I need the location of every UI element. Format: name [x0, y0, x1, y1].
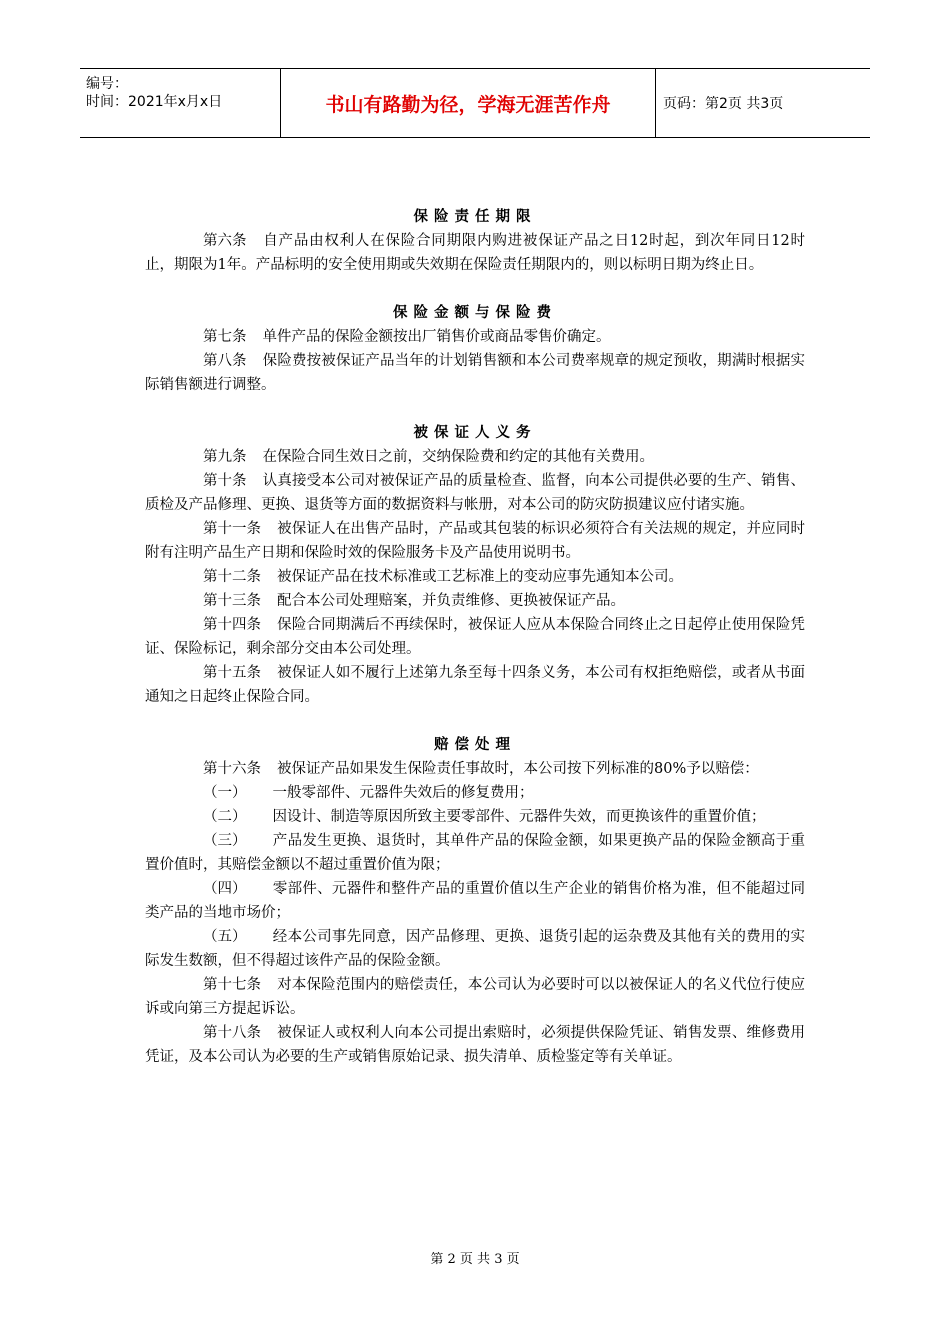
header-divider [655, 69, 656, 137]
header-page-info: 页码：第2页 共3页 [663, 96, 784, 112]
section-title: 被保证人义务 [413, 424, 537, 441]
article-text: 在保险合同生效日之前，交纳保险费和约定的其他有关费用。 [262, 449, 654, 465]
section-title: 保险金额与保险费 [393, 304, 557, 321]
article-number: 第十五条 [203, 665, 261, 681]
article-paragraph [145, 589, 805, 613]
item-number: （五） [203, 929, 247, 945]
article-number: 第九条 [203, 449, 247, 465]
article-text: 保险合同期满后不再续保时，被保证人应从本保险合同终止之日起停止使用保险凭证、保险标记，剩余部分交由本公司处理。 [145, 617, 805, 657]
article-number: 第八条 [203, 353, 247, 369]
article-text: 单件产品的保险金额按出厂销售价或商品零售价确定。 [262, 329, 611, 345]
article-paragraph [145, 757, 805, 781]
item-number: （四） [203, 881, 247, 897]
article-text: 被保证人或权利人向本公司提出索赔时，必须提供保险凭证、销售发票、维修费用凭证，及本公司认为必要的生产或销售原始记录、损失清单、质检鉴定等有关单证。 [145, 1025, 805, 1065]
article-number: 第十七条 [203, 977, 261, 993]
article-number: 第十四条 [203, 617, 261, 633]
article-paragraph [145, 445, 805, 469]
item-text: 零部件、元器件和整件产品的重置价值以生产企业的销售价格为准，但不能超过同类产品的当地市场价； [145, 881, 805, 921]
article-number: 第六条 [203, 233, 247, 249]
article-paragraph [145, 517, 805, 565]
document-body [145, 205, 805, 1069]
section-title: 保险责任期限 [413, 208, 537, 225]
article-number: 第十六条 [203, 761, 261, 777]
article-text: 被保证产品在技术标准或工艺标准上的变动应事先通知本公司。 [277, 569, 683, 585]
header-motto: 书山有路勤为径，学海无涯苦作舟 [325, 93, 611, 116]
header-meta [80, 69, 280, 137]
article-paragraph [145, 613, 805, 661]
document-header [80, 68, 870, 138]
list-item [145, 925, 805, 973]
article-paragraph [145, 229, 805, 277]
article-text: 自产品由权利人在保险合同期限内购进被保证产品之日12时起，到次年同日12时止，期限为1年。产品标明的安全使用期或失效期在保险责任期限内的，则以标明日期为终止日。 [145, 233, 805, 273]
article-number: 第十三条 [203, 593, 261, 609]
article-paragraph [145, 469, 805, 517]
page-footer: 第 2 页 共 3 页 [430, 1252, 520, 1267]
article-text: 配合本公司处理赔案，并负责维修、更换被保证产品。 [277, 593, 625, 609]
item-text: 产品发生更换、退货时，其单件产品的保险金额，如果更换产品的保险金额高于重置价值时，其赔偿金额以不超过重置价值为限； [145, 833, 805, 873]
article-paragraph [145, 973, 805, 1021]
list-item [145, 829, 805, 877]
article-paragraph [145, 661, 805, 709]
section-title: 赔偿处理 [434, 736, 516, 753]
article-text: 认真接受本公司对被保证产品的质量检查、监督，向本公司提供必要的生产、销售、质检及产品修理、更换、退货等方面的数据资料与帐册，对本公司的防灾防损建议应付诸实施。 [145, 473, 805, 513]
article-number: 第十八条 [203, 1025, 261, 1041]
article-text: 被保证人在出售产品时，产品或其包装的标识必须符合有关法规的规定，并应同时附有注明产品生产日期和保险时效的保险服务卡及产品使用说明书。 [145, 521, 805, 561]
article-text: 被保证人如不履行上述第九条至每十四条义务，本公司有权拒绝赔偿，或者从书面通知之日起终止保险合同。 [145, 665, 805, 705]
article-text: 被保证产品如果发生保险责任事故时，本公司按下列标准的80%予以赔偿： [277, 761, 759, 777]
article-paragraph [145, 565, 805, 589]
article-paragraph [145, 325, 805, 349]
article-number: 第十二条 [203, 569, 261, 585]
item-number: （二） [203, 809, 247, 825]
list-item [145, 781, 805, 805]
article-number: 第七条 [203, 329, 247, 345]
article-number: 第十一条 [203, 521, 261, 537]
item-text: 因设计、制造等原因所致主要零部件、元器件失效，而更换该件的重置价值； [272, 809, 766, 825]
article-text: 对本保险范围内的赔偿责任，本公司认为必要时可以以被保证人的名义代位行使应诉或向第三方提起诉讼。 [145, 977, 805, 1017]
time-label: 时间：2021年x月x日 [86, 94, 223, 110]
article-number: 第十条 [203, 473, 247, 489]
item-text: 一般零部件、元器件失效后的修复费用； [272, 785, 534, 801]
article-paragraph [145, 1021, 805, 1069]
number-label: 编号： [86, 76, 128, 92]
list-item [145, 805, 805, 829]
item-text: 经本公司事先同意，因产品修理、更换、退货引起的运杂费及其他有关的费用的实际发生数额，但不得超过该件产品的保险金额。 [145, 929, 805, 969]
article-text: 保险费按被保证产品当年的计划销售额和本公司费率规章的规定预收，期满时根据实际销售额进行调整。 [145, 353, 805, 393]
article-paragraph [145, 349, 805, 397]
list-item [145, 877, 805, 925]
item-number: （一） [203, 785, 247, 801]
item-number: （三） [203, 833, 247, 849]
